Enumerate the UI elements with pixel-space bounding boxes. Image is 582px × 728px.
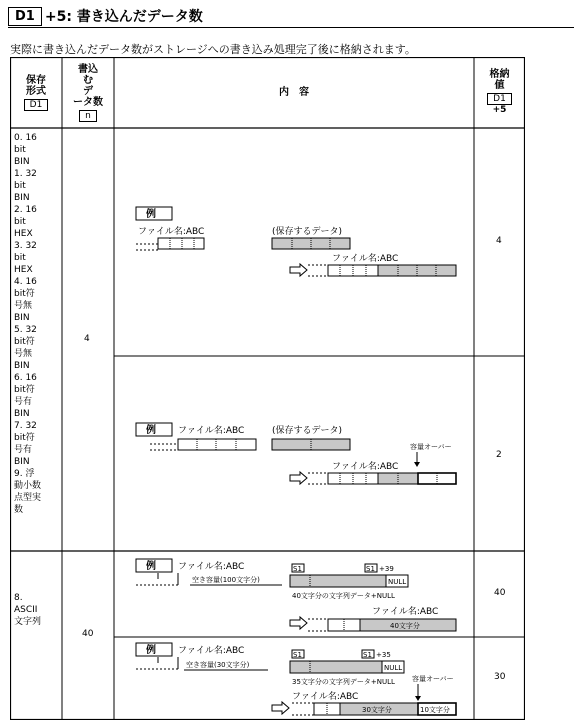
result-data-block — [378, 265, 456, 276]
chars-30-label: 30文字分 — [362, 706, 392, 714]
file-name-label-after: ファイル名:ABC — [332, 462, 399, 472]
header-stored-value-label: 格納 値 — [489, 69, 510, 91]
file-record — [178, 439, 256, 450]
group2-row1-stored-value: 40 — [494, 588, 506, 598]
title-text: +5: 書き込んだデータ数 — [44, 9, 203, 25]
diagram-3 — [136, 559, 456, 631]
title-device-box: D1 — [8, 7, 42, 26]
arrow-right-icon — [272, 702, 289, 714]
free-capacity-label: 空き容量(100文字分) — [192, 576, 260, 584]
diagram-2 — [136, 423, 456, 484]
string-data-block — [290, 661, 382, 673]
free-capacity-label: 空き容量(30文字分) — [186, 661, 250, 669]
example-label: 例 — [146, 425, 156, 436]
s1-offset: +39 — [379, 565, 394, 573]
chars-10-label: 10文字分 — [420, 706, 450, 714]
file-name-label: ファイル名:ABC — [178, 646, 245, 656]
overflow-block — [418, 473, 456, 484]
group1-row1-stored-value: 4 — [496, 236, 502, 246]
content-diagrams — [10, 57, 525, 720]
diagram-4 — [136, 643, 456, 715]
s1-marker-start: S1 — [293, 651, 302, 659]
spec-table — [10, 57, 525, 720]
header-storage-format-label: 保存 形式 — [26, 74, 46, 97]
saved-data-block — [272, 238, 350, 249]
saved-data-block — [272, 439, 350, 450]
s1-marker-end: S1 — [363, 651, 372, 659]
diagram-1 — [136, 207, 456, 276]
file-name-label-after: ファイル名:ABC — [292, 692, 359, 702]
group2-row2-stored-value: 30 — [494, 672, 506, 682]
result-data-block — [378, 473, 418, 484]
arrow-right-icon — [290, 264, 307, 276]
null-label: NULL — [388, 578, 407, 586]
arrow-right-icon — [290, 617, 307, 629]
group1-write-count: 4 — [84, 334, 90, 344]
group2-write-count: 40 — [82, 629, 94, 639]
arrow-right-icon — [290, 472, 307, 484]
arrow-down-icon — [414, 462, 420, 467]
header-stored-value-suffix: +5 — [492, 105, 507, 115]
file-name-label: ファイル名:ABC — [138, 227, 205, 237]
saved-data-label: (保存するデータ) — [272, 426, 343, 436]
capacity-over-label: 容量オーバー — [412, 675, 454, 683]
saved-data-label: (保存するデータ) — [272, 227, 343, 237]
file-name-label-after: ファイル名:ABC — [372, 607, 439, 617]
null-label: NULL — [384, 664, 403, 672]
example-label: 例 — [146, 209, 156, 220]
example-label: 例 — [146, 645, 156, 656]
intro-text: 実際に書き込んだデータ数がストレージへの書き込み処理完了後に格納されます。 — [10, 43, 416, 56]
capacity-over-label: 容量オーバー — [410, 443, 452, 451]
file-name-label: ファイル名:ABC — [178, 426, 245, 436]
example-label: 例 — [146, 561, 156, 572]
chars-40-label: 40文字分 — [390, 622, 420, 630]
header-contents-label: 内 容 — [279, 87, 309, 98]
arrow-down-icon — [415, 696, 421, 701]
header-write-count-label: 書込 む デ ータ数 — [73, 63, 103, 108]
s1-marker-end: S1 — [366, 565, 375, 573]
header-stored-value-box: D1 — [487, 93, 512, 105]
header-write-count-box: n — [79, 110, 97, 122]
title-rule — [8, 27, 574, 28]
string-data-block — [290, 575, 386, 587]
file-record — [158, 238, 204, 249]
group2-format-list: 8. ASCII 文字列 — [14, 593, 42, 627]
s2-offset: +35 — [376, 651, 391, 659]
header-storage-format-box: D1 — [24, 99, 49, 111]
file-name-label: ファイル名:ABC — [178, 562, 245, 572]
group1-row2-stored-value: 2 — [496, 450, 502, 460]
s1-marker-start: S1 — [293, 565, 302, 573]
string-null-label: 35文字分の文字列データ+NULL — [292, 678, 395, 686]
file-name-label-after: ファイル名:ABC — [332, 254, 399, 264]
string-null-label: 40文字分の文字列データ+NULL — [292, 592, 395, 600]
page-title — [8, 6, 203, 26]
group1-format-list: 0. 16 bit BIN 1. 32 bit BIN 2. 16 bit HEX 3. 32 bit HEX 4. 16 bit符 号無 BIN 5. 32 bit符 号無 BIN 6. 16 bit符 号有 BIN 7. 32 bit符 号有 BIN 9. 浮 動小数 点型実 数 — [14, 133, 42, 515]
